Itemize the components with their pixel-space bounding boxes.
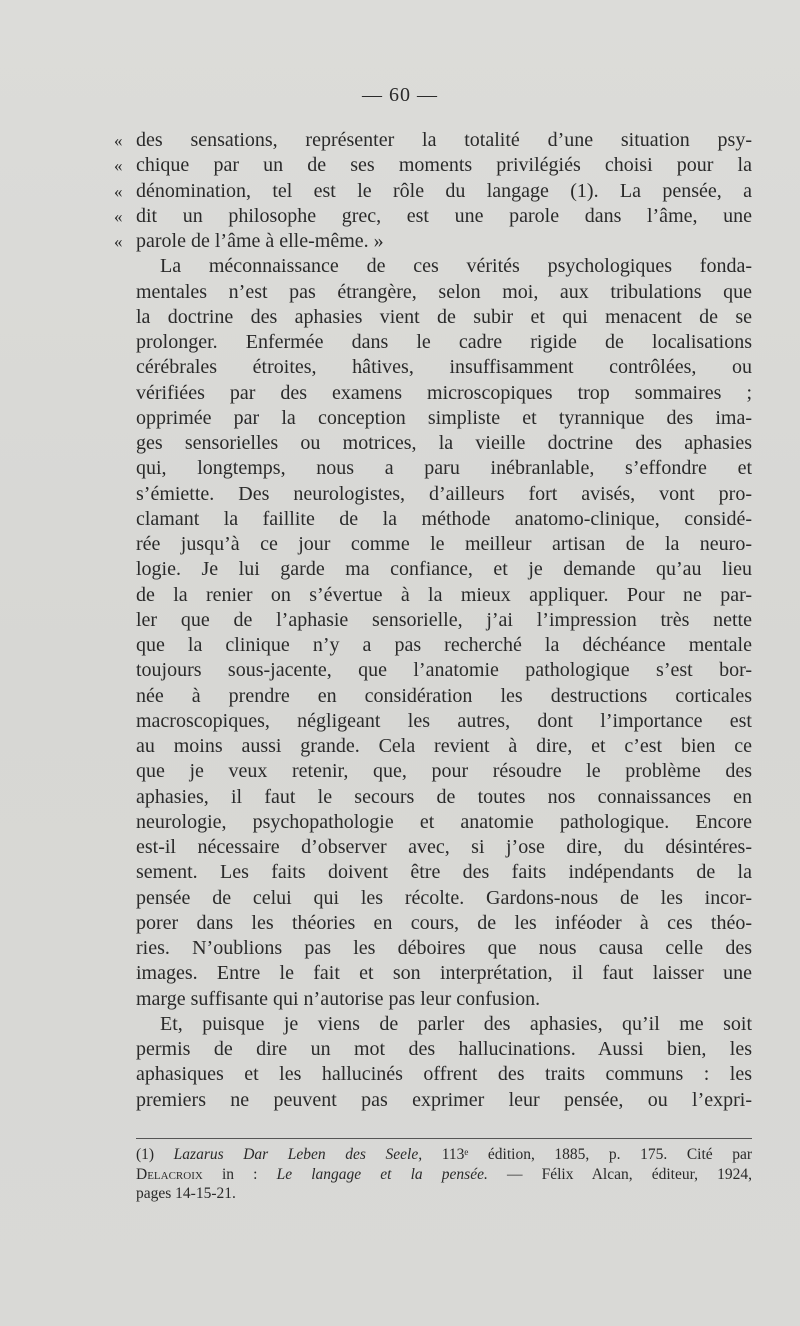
footnote-cited-work: Le langage et la pensée. (276, 1165, 488, 1183)
text-line: aphasies, il faut le secours de toutes nos connaissances en (136, 785, 752, 808)
quote-line-text: chique par un de ses moments privilégiés choisi pour la (136, 154, 752, 177)
text-line: au moins aussi grande. Cela revient à dire, et c’est bien ce (136, 735, 752, 757)
text-line: La méconnaissance de ces vérités psychologiques fonda- (160, 255, 752, 278)
quote-line-text: parole de l’âme à elle-même. » (136, 230, 384, 252)
quote-line-text: des sensations, représenter la totalité d’une situation psy- (136, 129, 752, 151)
footnote-marker: (1) (136, 1146, 155, 1163)
footnote-divider (136, 1138, 752, 1139)
text-line: ries. N’oublions pas les déboires que nous causa celle des (136, 937, 752, 959)
quote-mark: « (114, 131, 123, 150)
text-line: cérébrales étroites, hâtives, insuffisamment contrôlées, ou (136, 356, 752, 379)
text-line: ler que de l’aphasie sensorielle, j’ai l’impression très nette (136, 608, 752, 631)
text-line: aphasiques et les hallucinés offrent des traits communs : les (136, 1063, 752, 1086)
footnote-line (136, 1145, 752, 1165)
text-line: de la renier on s’évertue à la mieux appliquer. Pour ne par- (136, 583, 752, 606)
text-line: née à prendre en considération les destructions corticales (136, 684, 752, 707)
footnote-edition: 113ᵉ édition, 1885, p. 175. Cité par (441, 1146, 753, 1163)
quote-mark: « (114, 181, 123, 201)
footnote (136, 1145, 752, 1204)
footnote-pages: pages 14-15-21. (136, 1185, 236, 1202)
quote-line-text: dénomination, tel est le rôle du langage (1). La pensée, a (136, 179, 752, 202)
text-line: sement. Les faits doivent être des faits indépendants de la (136, 861, 752, 884)
text-line: que la clinique n’y a pas recherché la déchéance mentale (136, 634, 752, 656)
text-line: logie. Je lui garde ma confiance, et je demande qu’au lieu (136, 558, 752, 581)
text-line: la doctrine des aphasies vient de subir et qui menacent de se (136, 305, 752, 328)
text-line: toujours sous-jacente, que l’anatomie pathologique s’est bor- (136, 659, 752, 682)
paragraph-1 (136, 254, 752, 1012)
text-line: opprimée par la conception simpliste et tyrannique des ima- (136, 406, 752, 429)
text-line: macroscopiques, négligeant les autres, dont l’importance est (136, 709, 752, 732)
quote-mark: « (114, 206, 123, 226)
text-line: vérifiées par des examens microscopiques trop sommaires ; (136, 381, 752, 404)
quotation (114, 128, 752, 254)
text-line: pensée de celui qui les récolte. Gardons-nous de les incor- (136, 886, 752, 909)
footnote-author: Lazarus (173, 1146, 224, 1163)
text-line: neurologie, psychopathologie et anatomie pathologique. Encore (136, 810, 752, 833)
footnote-publisher: — Félix Alcan, éditeur, 1924, (506, 1165, 753, 1183)
text-line: Et, puisque je viens de parler des aphasies, qu’il me soit (160, 1012, 752, 1035)
footnote-work-title: Dar Leben des Seele, (243, 1146, 423, 1163)
main-text (114, 128, 752, 1113)
text-line: premiers ne peuvent pas exprimer leur pensée, ou l’expri- (136, 1088, 752, 1111)
quote-line (114, 153, 752, 178)
quote-line (114, 229, 752, 254)
quote-mark: « (114, 156, 123, 176)
quote-line (114, 128, 752, 153)
page-number: — 60 — (362, 84, 438, 106)
text-line: images. Entre le fait et son interprétation, il faut laisser une (136, 962, 752, 985)
footnote-cited-author: Delacroix (136, 1165, 203, 1183)
text-line: clamant la faillite de la méthode anatomo-clinique, considé- (136, 507, 752, 530)
quote-line-text: dit un philosophe grec, est une parole dans l’âme, une (136, 204, 752, 227)
text-line: mentales n’est pas étrangère, selon moi, aux tribulations que (136, 280, 752, 303)
text-line: prolonger. Enfermée dans le cadre rigide de localisations (136, 331, 752, 353)
quote-line (114, 204, 752, 229)
text-line: ges sensorielles ou motrices, la vieille doctrine des aphasies (136, 432, 752, 454)
text-line: qui, longtemps, nous a paru inébranlable, s’effondre et (136, 457, 752, 480)
footnote-in: in : (221, 1165, 258, 1183)
text-line: permis de dire un mot des hallucinations. Aussi bien, les (136, 1038, 752, 1060)
text-line: rée jusqu’à ce jour comme le meilleur artisan de la neuro- (136, 533, 752, 555)
text-line: que je veux retenir, que, pour résoudre le problème des (136, 760, 752, 783)
footnote-line (136, 1165, 752, 1185)
text-line: est-il nécessaire d’observer avec, si j’ose dire, du désintéres- (136, 836, 752, 858)
text-line: porer dans les théories en cours, de les inféoder à ces théo- (136, 911, 752, 934)
text-line: s’émiette. Des neurologistes, d’ailleurs fort avisés, vont pro- (136, 482, 752, 505)
paragraph-2 (136, 1012, 752, 1113)
text-line: marge suffisante qui n’autorise pas leur confusion. (136, 987, 541, 1010)
quote-mark: « (114, 232, 123, 251)
quote-line (114, 179, 752, 204)
